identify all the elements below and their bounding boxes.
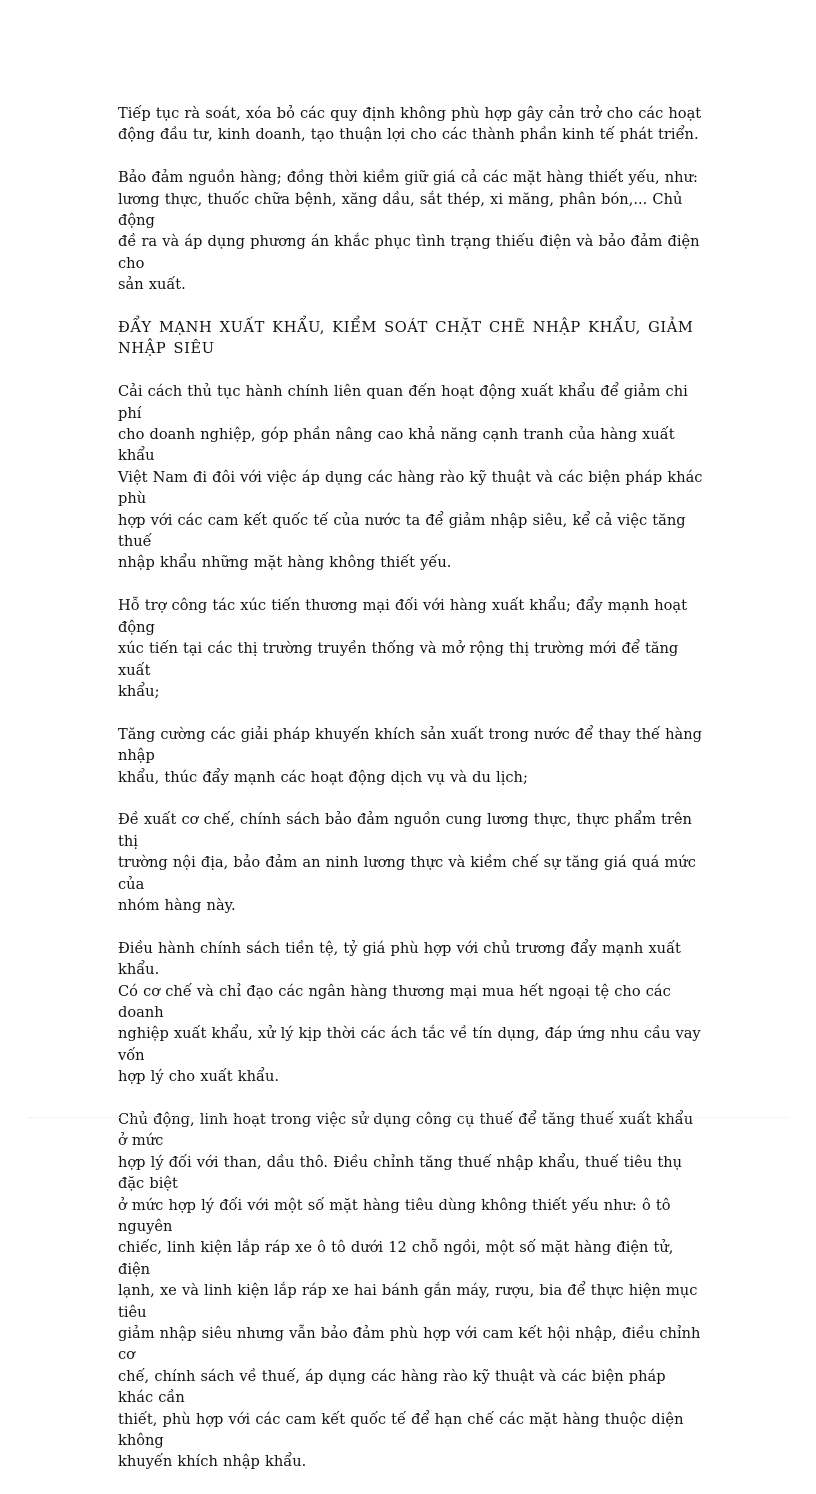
paragraph-trade-promotion: Hỗ trợ công tác xúc tiến thương mại đối với hàng xuất khẩu; đẩy mạnh hoạt động xúc tiến tại các thị trường truyền thống và mở rộng thị trường mới để tăng xuất khẩu; bbox=[118, 597, 687, 700]
section-heading: ĐẨY MẠNH XUẤT KHẨU, KIỂM SOÁT CHẶT CHẼ NHẬP KHẨU, GIẢM NHẬP SIÊU bbox=[118, 319, 694, 358]
document-page bbox=[118, 103, 703, 1494]
paragraph-admin-reform: Cải cách thủ tục hành chính liên quan đến hoạt động xuất khẩu để giảm chi phí cho doanh nghiệp, góp phần nâng cao khả năng cạnh tranh của hàng xuất khẩu Việt Nam đi đôi với việc áp dụng các hàng rào kỹ thuật và các biện pháp khác phù hợp với các cam kết quốc tế của nước ta để giảm nhập siêu, kể cả việc tăng thuế nhập khẩu những mặt hàng không thiết yếu. bbox=[118, 383, 703, 572]
paragraph-domestic-production: Tăng cường các giải pháp khuyến khích sản xuất trong nước để thay thế hàng nhập khẩu, thúc đẩy mạnh các hoạt động dịch vụ và du lịch; bbox=[118, 725, 702, 786]
page-bottom-divider bbox=[28, 1117, 788, 1118]
paragraph-food-supply: Đề xuất cơ chế, chính sách bảo đảm nguồn cung lương thực, thực phẩm trên thị trường nội địa, bảo đảm an ninh lương thực và kiềm chế sự tăng giá quá mức của nhóm hàng này. bbox=[118, 811, 696, 914]
paragraph-tax-tools: Chủ động, linh hoạt trong việc sử dụng công cụ thuế để tăng thuế xuất khẩu ở mức hợp lý đối với than, dầu thô. Điều chỉnh tăng thuế nhập khẩu, thuế tiêu thụ đặc biệt ở mức hợp lý đối với một số mặt hàng tiêu dùng không thiết yếu như: ô tô nguyên chiếc, linh kiện lắp ráp xe ô tô dưới 12 chỗ ngồi, một số mặt hàng điện tử, điện lạnh, xe và linh kiện lắp ráp xe hai bánh gắn máy, rượu, bia để thực hiện mục tiêu giảm nhập siêu nhưng vẫn bảo đảm phù hợp với cam kết hội nhập, điều chỉnh cơ chế, chính sách về thuế, áp dụng các hàng rào kỹ thuật và các biện pháp khác cần thiết, phù hợp với các cam kết quốc tế để hạn chế các mặt hàng thuộc diện không khuyến khích nhập khẩu. bbox=[118, 1110, 701, 1471]
paragraph-review-regulations: Tiếp tục rà soát, xóa bỏ các quy định không phù hợp gây cản trở cho các hoạt động đầu tư, kinh doanh, tạo thuận lợi cho các thành phần kinh tế phát triển. bbox=[118, 105, 702, 144]
paragraph-monetary-policy: Điều hành chính sách tiền tệ, tỷ giá phù hợp với chủ trương đẩy mạnh xuất khẩu. Có cơ chế và chỉ đạo các ngân hàng thương mại mua hết ngoại tệ cho các doanh nghiệp xuất khẩu, xử lý kịp thời các ách tắc về tín dụng, đáp ứng nhu cầu vay vốn hợp lý cho xuất khẩu. bbox=[118, 939, 701, 1086]
paragraph-supply-assurance: Bảo đảm nguồn hàng; đồng thời kiềm giữ giá cả các mặt hàng thiết yếu, như: lương thực, thuốc chữa bệnh, xăng dầu, sắt thép, xi măng, phân bón,... Chủ động đề ra và áp dụng phương án khắc phục tình trạng thiếu điện và bảo đảm điện cho sản xuất. bbox=[118, 169, 700, 294]
